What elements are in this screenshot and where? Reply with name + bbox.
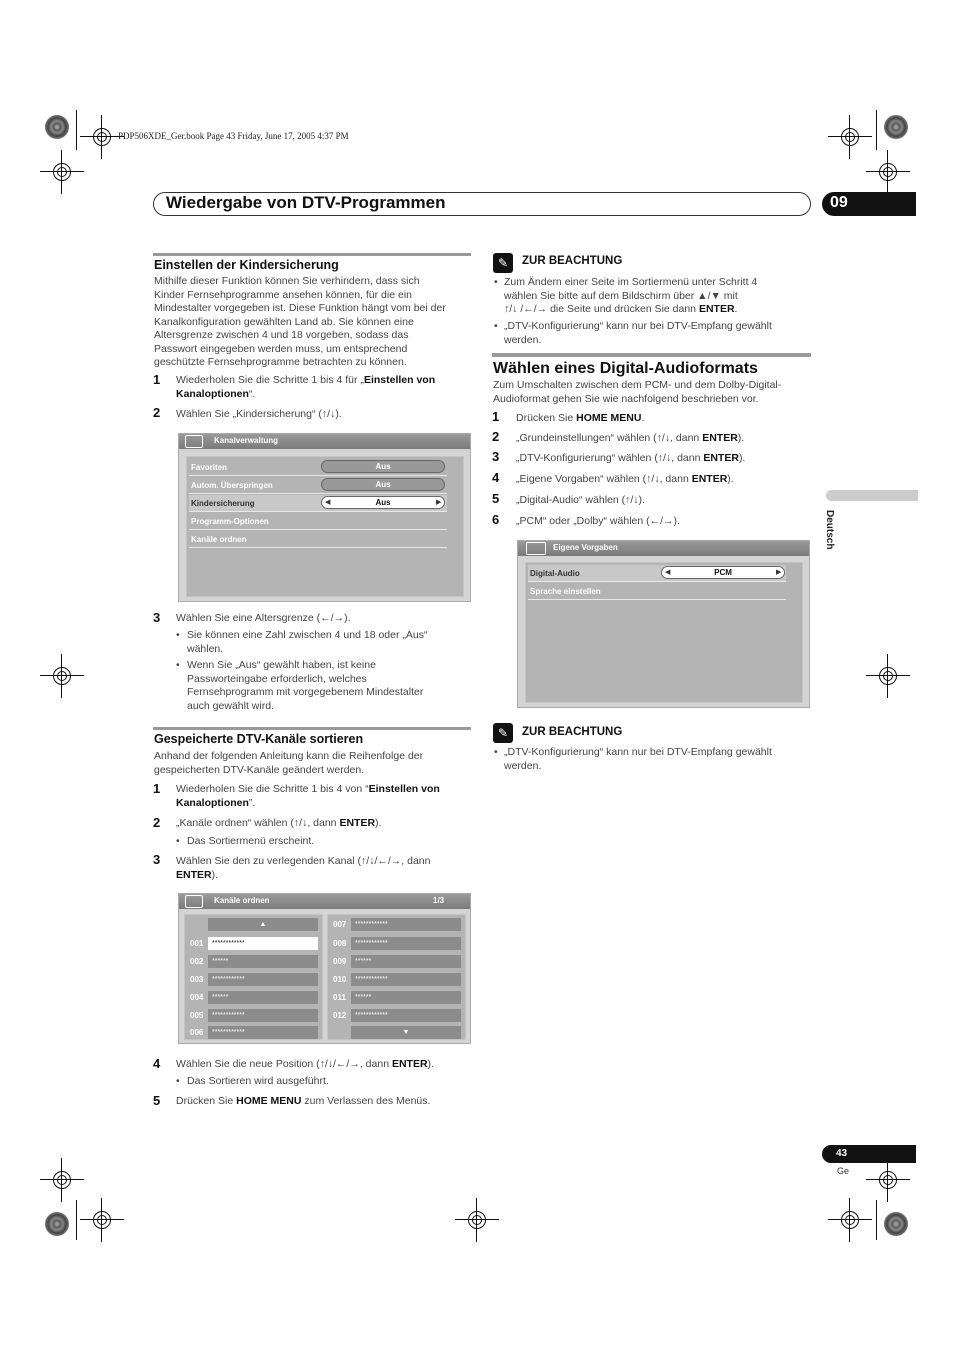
list-item[interactable]: ************ [351, 1009, 461, 1022]
bullet: • [176, 629, 180, 641]
section-rule [153, 727, 471, 730]
osd-screen [517, 540, 810, 708]
side-tab [826, 490, 918, 501]
menu-row[interactable]: Kanäle ordnen [189, 531, 447, 548]
bullet: • [494, 320, 498, 332]
registration-disc [884, 1212, 908, 1236]
list-item[interactable]: ****** [208, 955, 318, 968]
bullet: • [176, 1075, 180, 1087]
section-title: Gespeicherte DTV-Kanäle sortieren [154, 732, 364, 746]
bullet-text: Zum Ändern einer Seite im Sortiermenü unter Schritt 4 wählen Sie bitte auf dem Bildschirm über ▲/▼ mit ↑/↓ /←/→ die Seite und drücken Sie dann ENTER. [504, 276, 758, 315]
menu-row[interactable]: Autom. Überspringen Aus [189, 477, 447, 494]
step-number: 5 [492, 491, 500, 506]
crop-line [876, 110, 877, 150]
chapter-number: 09 [830, 194, 848, 211]
step-text: Wählen Sie den zu verlegenden Kanal (↑/↓/←/→, dann ENTER). [176, 855, 431, 881]
list-item[interactable]: ****** [351, 955, 461, 968]
step-number: 3 [153, 610, 161, 625]
scroll-up-icon[interactable]: ▲ [208, 918, 318, 931]
crosshair-mark [866, 1158, 910, 1202]
bullet: • [494, 746, 498, 758]
step-number: 4 [492, 470, 500, 485]
menu-row[interactable]: Sprache einstellen [528, 583, 786, 600]
step-text: Wählen Sie eine Altersgrenze (←/→). [176, 612, 351, 624]
crosshair-mark [40, 150, 84, 194]
step-number: 2 [153, 815, 161, 830]
crosshair-mark [40, 654, 84, 698]
crop-line [76, 1200, 77, 1240]
note-icon: ✎ [493, 253, 513, 273]
osd-title: Kanäle ordnen [214, 896, 270, 905]
crosshair-mark [80, 1198, 124, 1242]
list-item[interactable]: ****** [351, 991, 461, 1004]
step-number: 3 [153, 852, 161, 867]
osd-title: Kanalverwaltung [214, 436, 279, 445]
crosshair-mark [455, 1198, 499, 1242]
step-text: Drücken Sie HOME MENU. [516, 412, 645, 424]
bullet: • [494, 276, 498, 288]
step-number: 1 [153, 372, 161, 387]
bullet-text: Das Sortieren wird ausgeführt. [187, 1075, 329, 1087]
list-item[interactable]: ************ [208, 1009, 318, 1022]
step-number: 3 [492, 449, 500, 464]
list-item[interactable]: ************ [351, 918, 461, 931]
crosshair-mark [828, 1198, 872, 1242]
section-body: Zum Umschalten zwischen dem PCM- und dem Dolby-Digital- Audioformat gehen Sie wie nachfolgend beschrieben vor. [493, 379, 782, 405]
bullet-text: Wenn Sie „Aus“ gewählt haben, ist keine Passworteingabe erforderlich, welches Fernsehprogramm mit vorgegebenem Mindestalter auch gewählt wird. [187, 659, 424, 712]
note-icon: ✎ [493, 723, 513, 743]
step-text: „PCM“ oder „Dolby“ wählen (←/→). [516, 515, 680, 527]
section-title: Einstellen der Kindersicherung [154, 258, 339, 272]
step-text: Drücken Sie HOME MENU zum Verlassen des Menüs. [176, 1095, 431, 1107]
crosshair-mark [40, 1158, 84, 1202]
list-item[interactable]: ************ [208, 973, 318, 986]
bullet-text: „DTV-Konfigurierung“ kann nur bei DTV-Empfang gewählt werden. [504, 320, 772, 346]
bullet-text: „DTV-Konfigurierung“ kann nur bei DTV-Empfang gewählt werden. [504, 746, 772, 772]
menu-row[interactable]: Favoriten Aus [189, 459, 447, 476]
step-number: 4 [153, 1056, 161, 1071]
section-rule [153, 253, 471, 256]
menu-row-selected[interactable]: Kindersicherung Aus ◀ ▶ [189, 495, 447, 512]
step-text: „Kanäle ordnen“ wählen (↑/↓, dann ENTER). [176, 817, 382, 829]
step-text: „Grundeinstellungen“ wählen (↑/↓, dann ENTER). [516, 432, 745, 444]
step-number: 2 [492, 429, 500, 444]
step-number: 2 [153, 405, 161, 420]
settings-icon [526, 542, 546, 555]
osd-screen [178, 433, 471, 602]
crosshair-mark [866, 654, 910, 698]
registration-disc [45, 115, 69, 139]
bullet-text: Das Sortiermenü erscheint. [187, 835, 315, 847]
osd-title: Eigene Vorgaben [553, 543, 618, 552]
file-info: PDP506XDE_Ger.book Page 43 Friday, June 17, 2005 4:37 PM [118, 131, 349, 141]
bullet: • [176, 659, 180, 671]
list-item[interactable]: ************ [208, 1026, 318, 1039]
step-number: 1 [492, 409, 500, 424]
page-number: 43 [836, 1148, 848, 1159]
note-title: ZUR BEACHTUNG [522, 255, 623, 267]
step-text: „Eigene Vorgaben“ wählen (↑/↓, dann ENTER). [516, 473, 734, 485]
step-text: Wählen Sie „Kindersicherung“ (↑/↓). [176, 408, 342, 420]
step-number: 1 [153, 781, 161, 796]
osd-page: 1/3 [433, 896, 445, 905]
bullet-text: Sie können eine Zahl zwischen 4 und 18 oder „Aus“ wählen. [187, 629, 428, 655]
menu-row-selected[interactable]: Digital-Audio PCM ◀ ▶ [528, 565, 786, 582]
list-item[interactable]: ************ [351, 937, 461, 950]
scroll-down-icon[interactable]: ▼ [351, 1026, 461, 1039]
page-title: Wiedergabe von DTV-Programmen [166, 193, 446, 212]
crosshair-mark [866, 150, 910, 194]
section-body: Mithilfe dieser Funktion können Sie verhindern, dass sich Kinder Fernsehprogramme ansehen können, für die ein Mindestalter vorgegeben ist. Diese Funktion hängt vom bei der Kanalkonfiguration gewählten Land ab. Sie können eine Altersgrenze zwischen 4 und 18 vorgeben, sodass das Passwort eingegeben werden muss, um entsprechend geschützte Fernsehprogramme betrachten zu können. [154, 275, 446, 368]
step-text: „DTV-Konfigurierung“ wählen (↑/↓, dann ENTER). [516, 452, 746, 464]
list-item[interactable]: ************ [208, 937, 318, 950]
channel-list-right: 007 ************ 008 ************ 009 ****** 010 ************ 011 ****** 012 ************ ▼ [327, 914, 466, 1040]
menu-row[interactable]: Programm-Optionen [189, 513, 447, 530]
list-item[interactable]: ************ [351, 973, 461, 986]
crop-line [876, 1200, 877, 1240]
step-number: 6 [492, 512, 500, 527]
side-language: Deutsch [824, 510, 835, 550]
registration-disc [45, 1212, 69, 1236]
section-rule [492, 353, 811, 357]
menu-icon [185, 435, 203, 448]
bullet: • [176, 835, 180, 847]
step-text: Wiederholen Sie die Schritte 1 bis 4 für „Einstellen von Kanaloptionen“. [176, 374, 436, 400]
step-text: Wiederholen Sie die Schritte 1 bis 4 von “Einstellen von Kanaloptionen”. [176, 783, 440, 809]
list-item[interactable]: ****** [208, 991, 318, 1004]
osd-screen [178, 893, 471, 1044]
section-body: Anhand der folgenden Anleitung kann die Reihenfolge der gespeicherten DTV-Kanäle geändert werden. [154, 750, 424, 776]
step-number: 5 [153, 1093, 161, 1108]
section-title: Wählen eines Digital-Audioformats [493, 360, 758, 377]
channel-list-left: ▲ 001 ************ 002 ****** 003 ************ 004 ****** 005 ************ 006 ************ [184, 914, 323, 1040]
step-text: Wählen Sie die neue Position (↑/↓/←/→, dann ENTER). [176, 1058, 434, 1070]
registration-disc [884, 115, 908, 139]
note-title: ZUR BEACHTUNG [522, 726, 623, 738]
crop-line [76, 110, 77, 150]
step-text: „Digital-Audio“ wählen (↑/↓). [516, 494, 645, 506]
page-lang: Ge [837, 1166, 850, 1176]
menu-icon [185, 895, 203, 908]
